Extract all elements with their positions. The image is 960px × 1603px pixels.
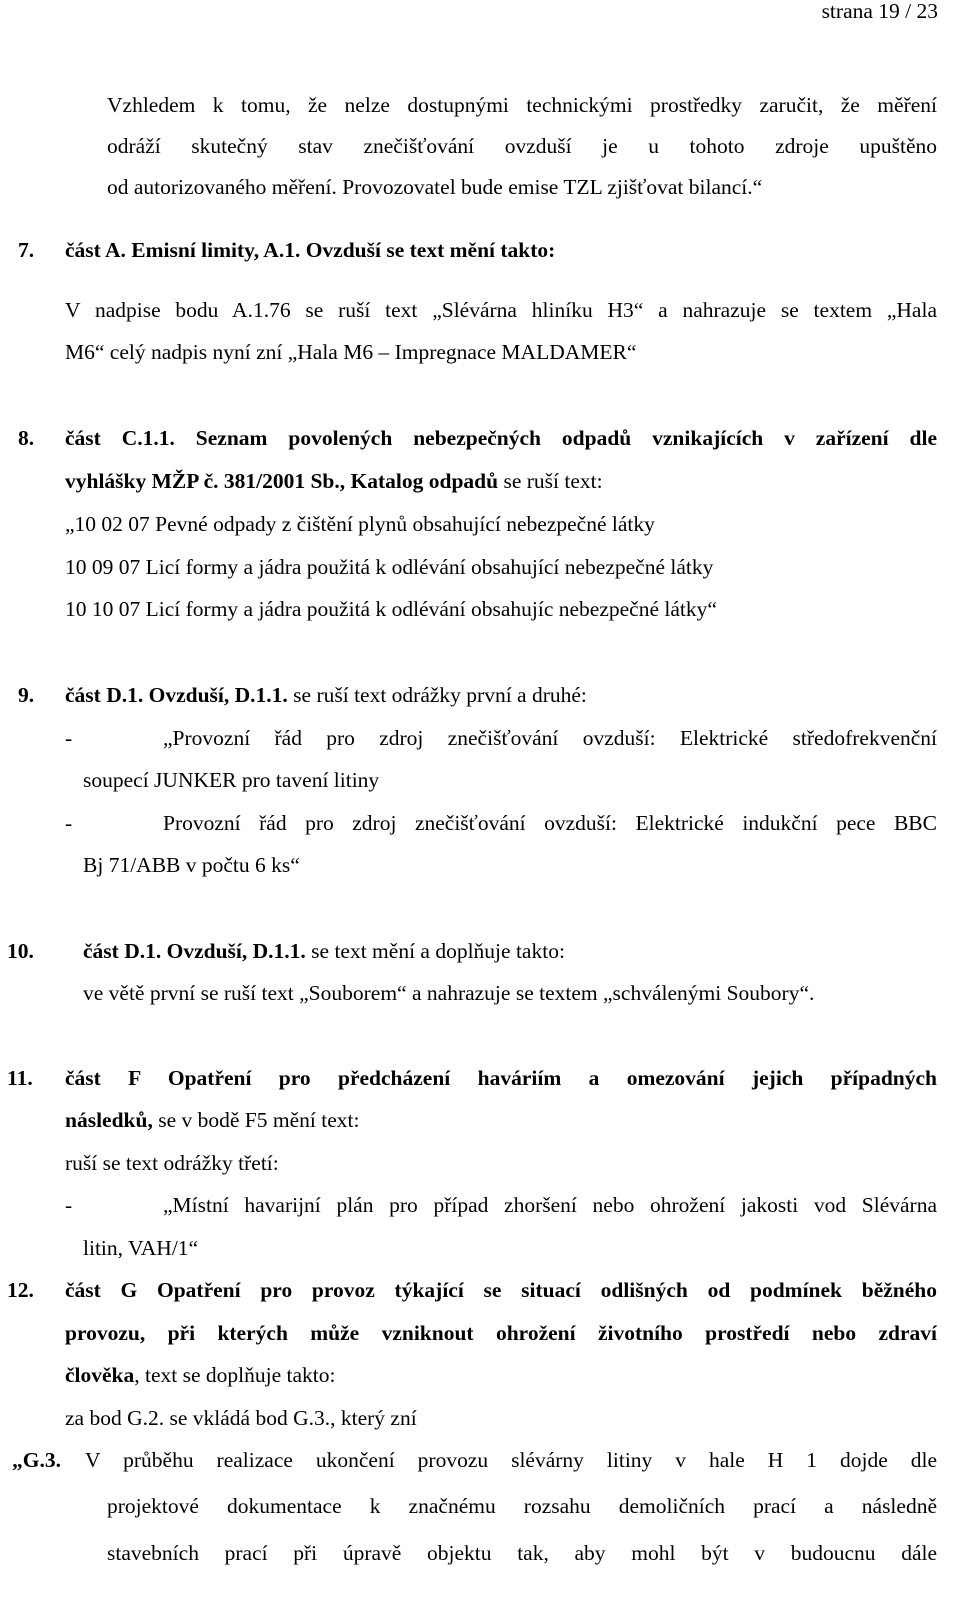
waste-item-1: „10 02 07 Pevné odpady z čištění plynů obsahující nebezpečné látky	[65, 512, 655, 536]
section-12-heading-line-2: provozu, při kterých může vzniknout ohrožení životního prostředí nebo zdraví	[65, 1321, 937, 1345]
section-12-heading-line-1: část G Opatření pro provoz týkající se situací odlišných od podmínek běžného	[65, 1278, 937, 1302]
waste-item-3: 10 10 07 Licí formy a jádra použitá k odlévání obsahujíc nebezpečné látky“	[65, 597, 717, 621]
section-11-bullet-line-2: litin, VAH/1“	[83, 1236, 199, 1260]
page-number: strana 19 / 23	[821, 0, 938, 23]
section-9-bullet-1-line-1: „Provozní řád pro zdroj znečišťování ovzduší: Elektrické středofrekvenční	[163, 726, 937, 750]
section-7-line-1: V nadpise bodu A.1.76 se ruší text „Slévárna hliníku H3“ a nahrazuje se textem „Hala	[65, 298, 937, 322]
section-9-number: 9.	[18, 683, 35, 707]
g3-label: „G.3.	[12, 1448, 61, 1472]
section-9-dash-1: -	[65, 726, 73, 750]
g3-line-1: V průběhu realizace ukončení provozu slévárny litiny v hale H 1 dojde dle	[85, 1448, 937, 1472]
section-12-line-4: za bod G.2. se vkládá bod G.3., který zní	[65, 1406, 417, 1430]
section-10-heading	[83, 938, 565, 964]
section-8-catalog-label: , Katalog odpadů	[339, 469, 499, 493]
section-9-bullet-2-line-1: Provozní řád pro zdroj znečišťování ovzduší: Elektrické indukční pece BBC	[163, 811, 937, 835]
section-9-bullet-1-line-2: soupecí JUNKER pro tavení litiny	[83, 768, 380, 792]
section-11-heading-bold: následků,	[65, 1108, 153, 1132]
section-10-line-1: ve větě první se ruší text „Souborem“ a nahrazuje se textem „schválenými Soubory“.	[83, 981, 815, 1005]
section-8-heading-rest: se ruší text:	[498, 469, 603, 493]
section-11-line-3: ruší se text odrážky třetí:	[65, 1151, 279, 1175]
intro-line-2: odráží skutečný stav znečišťování ovzduší je u tohoto zdroje upuštěno	[107, 134, 937, 158]
section-7-heading: část A. Emisní limity, A.1. Ovzduší se text mění takto:	[65, 238, 556, 262]
section-11-dash: -	[65, 1193, 73, 1217]
section-10-heading-bold: část D.1. Ovzduší, D.1.1.	[83, 939, 306, 963]
intro-line-1: Vzhledem k tomu, že nelze dostupnými technickými prostředky zaručit, že měření	[107, 93, 937, 117]
section-11-heading-line-2	[65, 1107, 359, 1133]
section-11-bullet-line-1: „Místní havarijní plán pro případ zhoršení nebo ohrožení jakosti vod Slévárna	[163, 1193, 937, 1217]
waste-item-2: 10 09 07 Licí formy a jádra použitá k odlévání obsahující nebezpečné látky	[65, 555, 714, 579]
section-9-bullet-2-line-2: Bj 71/ABB v počtu 6 ks“	[83, 853, 300, 877]
section-8-number: 8.	[18, 426, 35, 450]
section-10-heading-rest: se text mění a doplňuje takto:	[305, 939, 565, 963]
section-12-number: 12.	[7, 1278, 34, 1302]
section-7-line-2: M6“ celý nadpis nyní zní „Hala M6 – Impregnace MALDAMER“	[65, 340, 637, 364]
section-9-heading-rest: se ruší text odrážky první a druhé:	[287, 683, 587, 707]
section-10-number: 10.	[7, 939, 34, 963]
section-12-heading-rest: , text se doplňuje takto:	[134, 1363, 336, 1387]
section-12-heading-bold: člověka	[65, 1363, 135, 1387]
section-11-number: 11.	[7, 1066, 33, 1090]
section-11-heading-line-1: část F Opatření pro předcházení haváriím a omezování jejich případných	[65, 1066, 937, 1090]
section-8-heading-line-2	[65, 468, 603, 494]
section-7-number: 7.	[18, 238, 35, 262]
section-8-heading-bold: vyhlášky MŽP č. 381/2001 Sb.	[65, 469, 340, 493]
section-11-heading-rest: se v bodě F5 mění text:	[152, 1108, 360, 1132]
g3-line-2: projektové dokumentace k značnému rozsahu demoličních prací a následně	[107, 1494, 937, 1518]
g3-line-3: stavebních prací při úpravě objektu tak, aby mohl být v budoucnu dále	[107, 1541, 937, 1565]
intro-line-3: od autorizovaného měření. Provozovatel bude emise TZL zjišťovat bilancí.“	[107, 175, 763, 199]
section-12-heading-line-3	[65, 1362, 336, 1388]
section-9-dash-2: -	[65, 811, 73, 835]
section-9-heading	[65, 682, 587, 708]
section-8-heading-line-1: část C.1.1. Seznam povolených nebezpečných odpadů vznikajících v zařízení dle	[65, 426, 937, 450]
section-9-heading-bold: část D.1. Ovzduší, D.1.1.	[65, 683, 288, 707]
